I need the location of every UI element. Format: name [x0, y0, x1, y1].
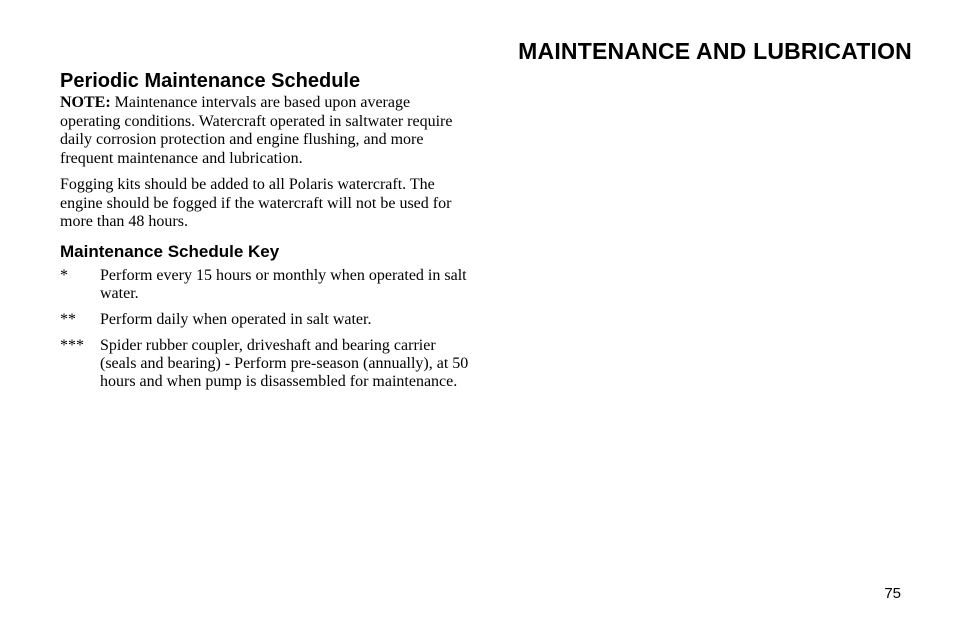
note-text: Maintenance intervals are based upon average operating conditions. Watercraft operated in saltwater require daily corrosion protection and engine flushing, and more frequent maintenance and lubrication. — [60, 94, 453, 167]
section-heading: Periodic Maintenance Schedule — [60, 70, 361, 92]
page-number: 75 — [884, 585, 901, 602]
fogging-paragraph: Fogging kits should be added to all Polaris watercraft. The engine should be fogged if the watercraft will not be used for more than 48 hours. — [60, 176, 452, 230]
key-item-1 — [60, 267, 470, 303]
key-text: Perform daily when operated in salt water. — [100, 310, 372, 328]
key-heading: Maintenance Schedule Key — [60, 241, 280, 261]
key-list — [60, 267, 470, 391]
key-marker: * — [60, 266, 68, 284]
chapter-title: MAINTENANCE AND LUBRICATION — [518, 38, 912, 64]
key-item-3 — [60, 337, 470, 391]
key-item-2 — [60, 311, 470, 329]
note-label: NOTE: — [60, 94, 111, 111]
note-paragraph — [60, 94, 470, 168]
key-marker: *** — [60, 336, 84, 354]
key-text: Perform every 15 hours or monthly when operated in salt water. — [100, 266, 467, 302]
key-text: Spider rubber coupler, driveshaft and bearing carrier (seals and bearing) - Perform pre-season (annually), at 50 hours and when pump is disassembled for maintenance. — [100, 336, 469, 390]
key-marker: ** — [60, 310, 76, 328]
main-content — [60, 68, 470, 399]
